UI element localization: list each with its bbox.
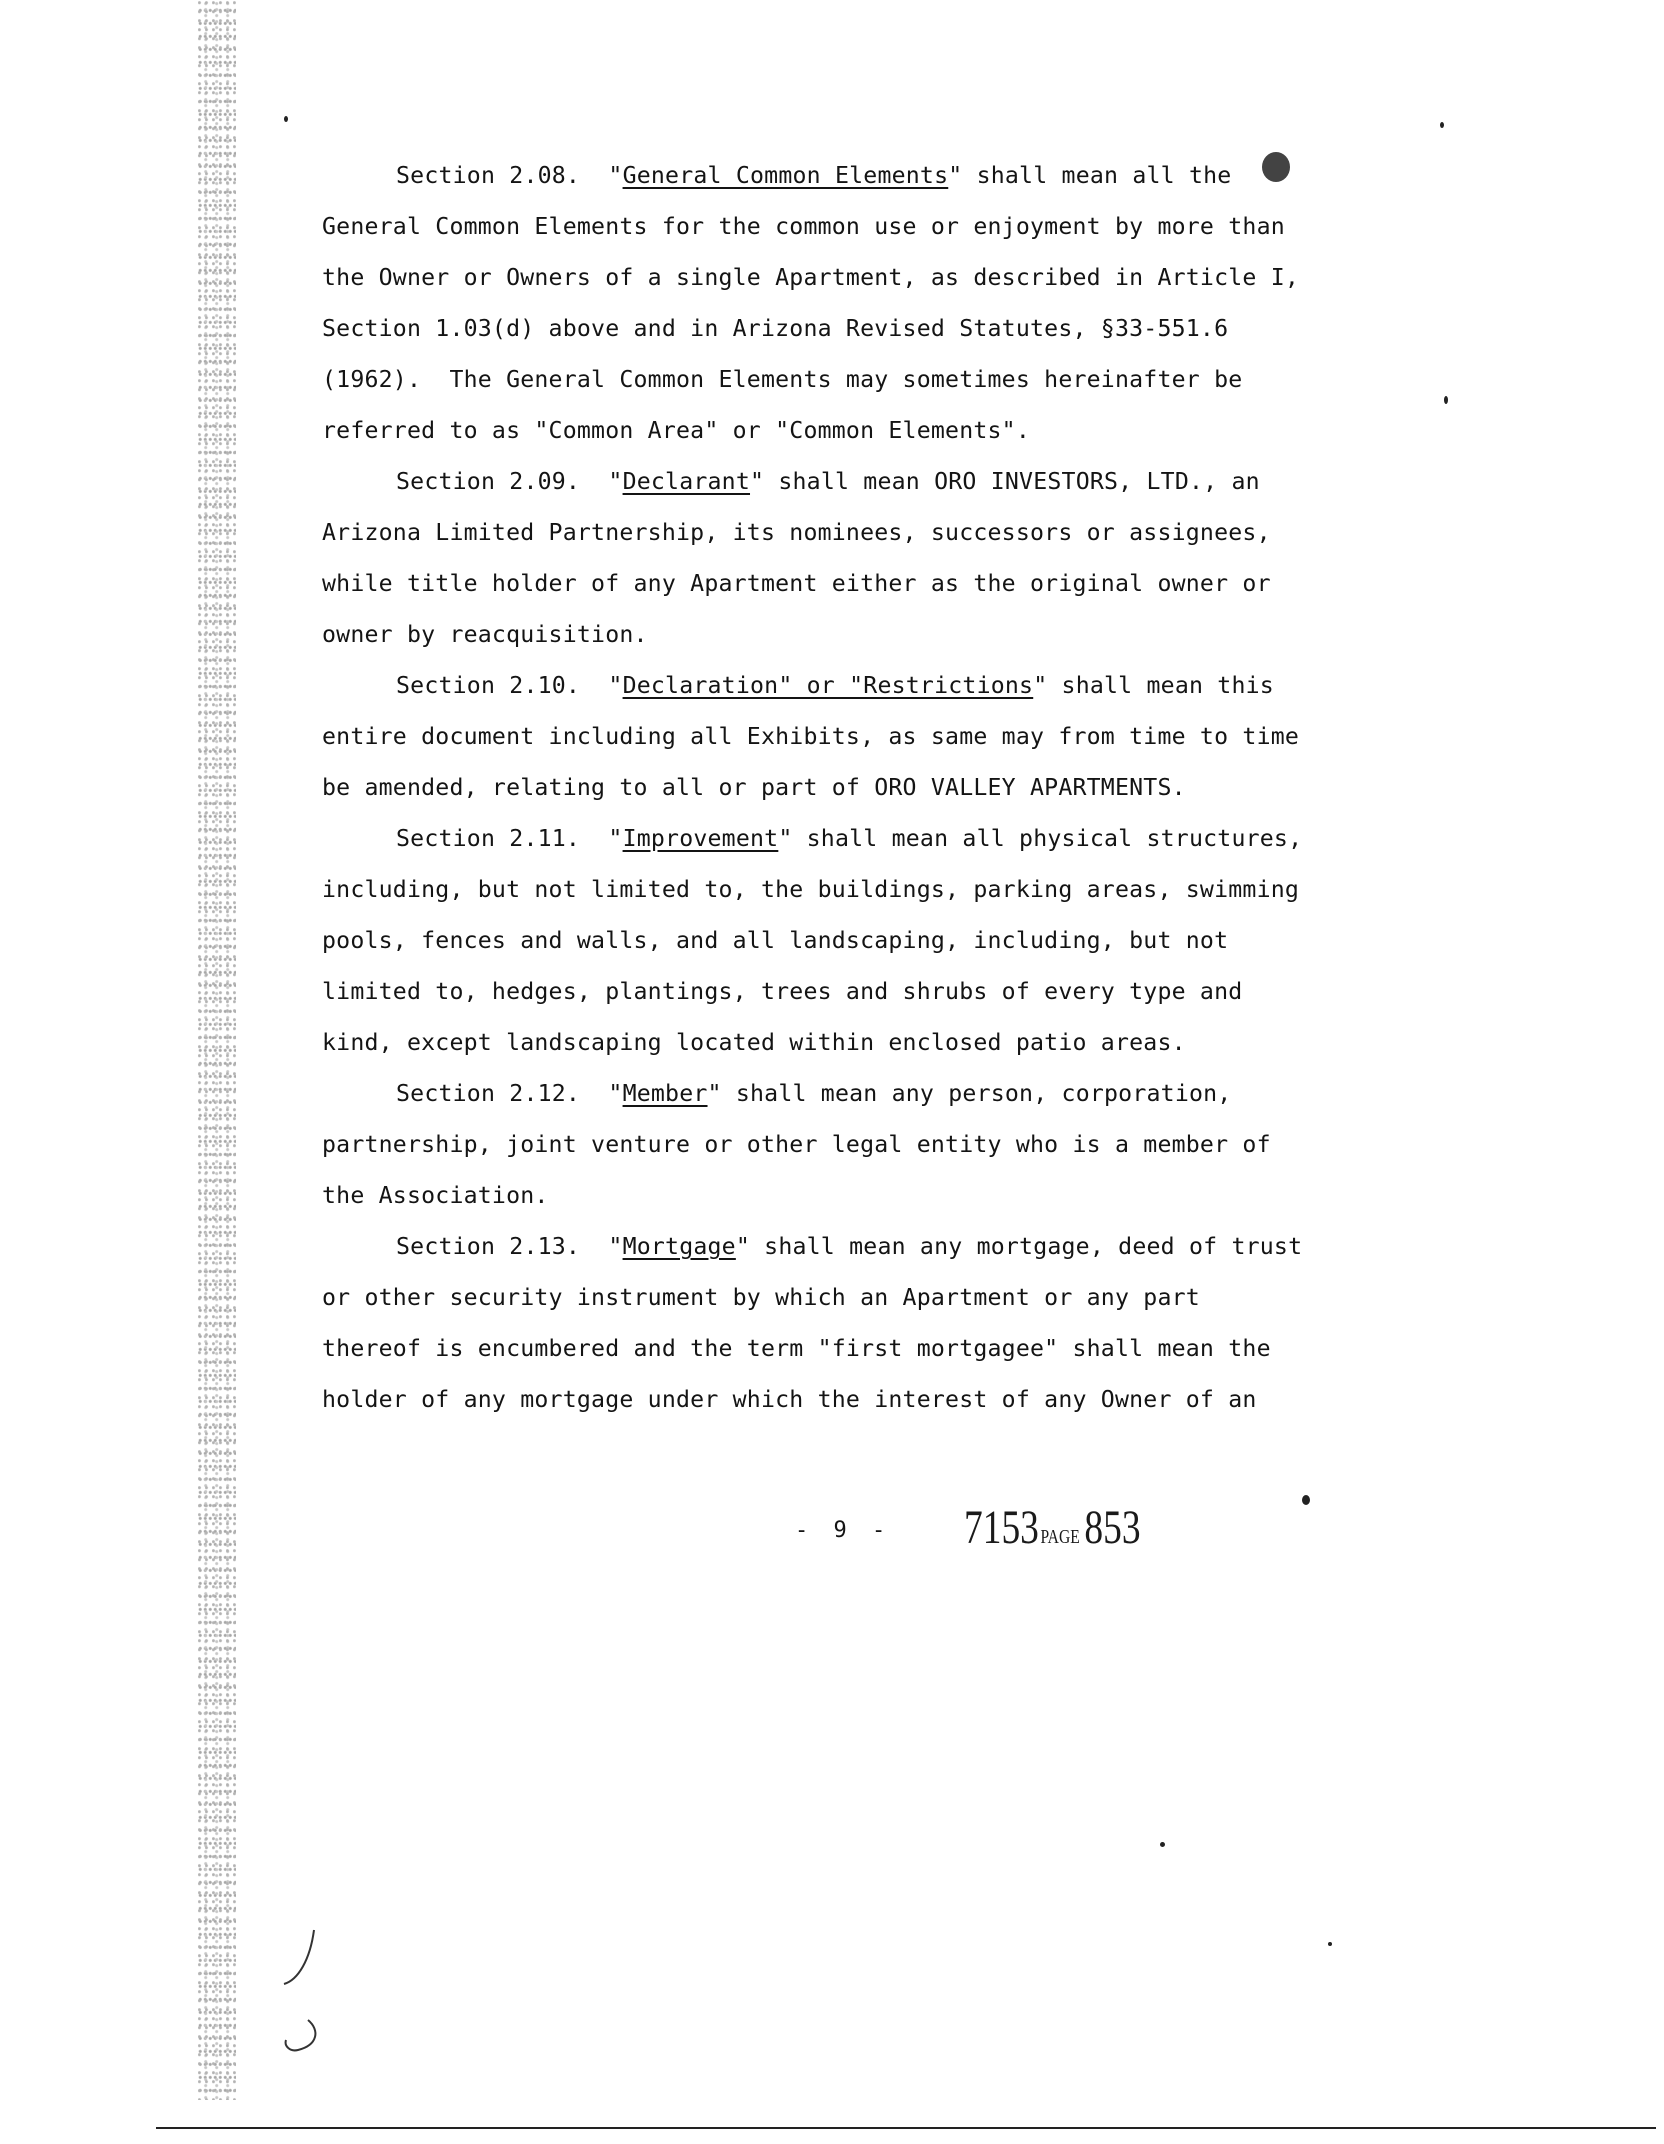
- text-run: Section 2.13. ": [396, 1233, 623, 1260]
- text-line: [322, 1374, 1382, 1425]
- defined-term: General Common Elements: [622, 162, 949, 189]
- recording-stamp: [964, 1500, 1141, 1555]
- text-run: owner by reacquisition.: [322, 621, 648, 648]
- defined-term: Mortgage: [622, 1233, 736, 1260]
- text-run: General Common Elements for the common use or enjoyment by more than: [322, 213, 1285, 240]
- text-line: [322, 711, 1382, 762]
- text-run: including, but not limited to, the buildings, parking areas, swimming: [322, 876, 1300, 903]
- text-line: [322, 915, 1382, 966]
- scan-speck: [1328, 1942, 1332, 1946]
- scan-speck: [1302, 1495, 1310, 1505]
- scan-edge-noise: [198, 0, 236, 2100]
- text-line: [322, 660, 1382, 711]
- text-run: or other security instrument by which an Apartment or any part: [322, 1284, 1200, 1311]
- text-run: the Association.: [322, 1182, 549, 1209]
- scan-speck: [1440, 122, 1444, 128]
- page-number: - 9 -: [795, 1518, 892, 1543]
- text-line: [322, 609, 1382, 660]
- scan-speck: [284, 116, 288, 122]
- text-run: " shall mean this: [1033, 672, 1274, 699]
- scan-speck: [1160, 1842, 1165, 1847]
- text-run: kind, except landscaping located within enclosed patio areas.: [322, 1029, 1186, 1056]
- defined-term: Declarant: [622, 468, 751, 495]
- text-line: [322, 1323, 1382, 1374]
- text-run: Section 2.08. ": [396, 162, 623, 189]
- text-line: [322, 1017, 1382, 1068]
- recorded-page-number: 853: [1084, 1501, 1141, 1554]
- text-line: [322, 456, 1382, 507]
- ink-blot: [1262, 152, 1290, 182]
- text-line: [322, 252, 1382, 303]
- text-line: [322, 1272, 1382, 1323]
- text-line: [322, 864, 1382, 915]
- text-run: while title holder of any Apartment either as the original owner or: [322, 570, 1271, 597]
- document-body: [322, 150, 1382, 1425]
- text-line: [322, 1068, 1382, 1119]
- text-run: pools, fences and walls, and all landscaping, including, but not: [322, 927, 1229, 954]
- defined-term: Declaration" or "Restrictions: [622, 672, 1034, 699]
- text-run: be amended, relating to all or part of ORO VALLEY APARTMENTS.: [322, 774, 1186, 801]
- text-run: the Owner or Owners of a single Apartment, as described in Article I,: [322, 264, 1300, 291]
- text-run: partnership, joint venture or other legal entity who is a member of: [322, 1131, 1271, 1158]
- text-line: [322, 303, 1382, 354]
- text-run: holder of any mortgage under which the interest of any Owner of an: [322, 1386, 1257, 1413]
- text-run: " shall mean all physical structures,: [778, 825, 1303, 852]
- text-line: [322, 354, 1382, 405]
- text-run: limited to, hedges, plantings, trees and shrubs of every type and: [322, 978, 1243, 1005]
- text-run: Section 2.11. ": [396, 825, 623, 852]
- text-run: Section 1.03(d) above and in Arizona Revised Statutes, §33-551.6: [322, 315, 1229, 342]
- text-line: [322, 1119, 1382, 1170]
- text-run: thereof is encumbered and the term "first mortgagee" shall mean the: [322, 1335, 1271, 1362]
- text-line: [322, 507, 1382, 558]
- text-run: referred to as "Common Area" or "Common Elements".: [322, 417, 1031, 444]
- text-run: " shall mean any person, corporation,: [707, 1080, 1232, 1107]
- text-run: Arizona Limited Partnership, its nominees, successors or assignees,: [322, 519, 1271, 546]
- text-run: (1962). The General Common Elements may sometimes hereinafter be: [322, 366, 1243, 393]
- text-run: Section 2.10. ": [396, 672, 623, 699]
- text-line: [322, 405, 1382, 456]
- defined-term: Member: [622, 1080, 708, 1107]
- text-line: [322, 813, 1382, 864]
- text-line: [322, 558, 1382, 609]
- bottom-rule: [156, 2127, 1656, 2129]
- scan-speck: [1444, 396, 1448, 404]
- text-line: [322, 966, 1382, 1017]
- text-run: entire document including all Exhibits, as same may from time to time: [322, 723, 1300, 750]
- text-run: Section 2.12. ": [396, 1080, 623, 1107]
- text-line: [322, 1221, 1382, 1272]
- pen-mark: [278, 1920, 338, 2060]
- defined-term: Improvement: [622, 825, 779, 852]
- text-run: Section 2.09. ": [396, 468, 623, 495]
- book-number: 7153: [964, 1501, 1039, 1554]
- text-line: [322, 1170, 1382, 1221]
- text-line: [322, 762, 1382, 813]
- text-run: " shall mean any mortgage, deed of trust: [735, 1233, 1303, 1260]
- text-run: " shall mean all the: [948, 162, 1232, 189]
- text-line: [322, 201, 1382, 252]
- page-word: PAGE: [1040, 1526, 1080, 1548]
- text-run: " shall mean ORO INVESTORS, LTD., an: [750, 468, 1260, 495]
- text-line: [322, 150, 1382, 201]
